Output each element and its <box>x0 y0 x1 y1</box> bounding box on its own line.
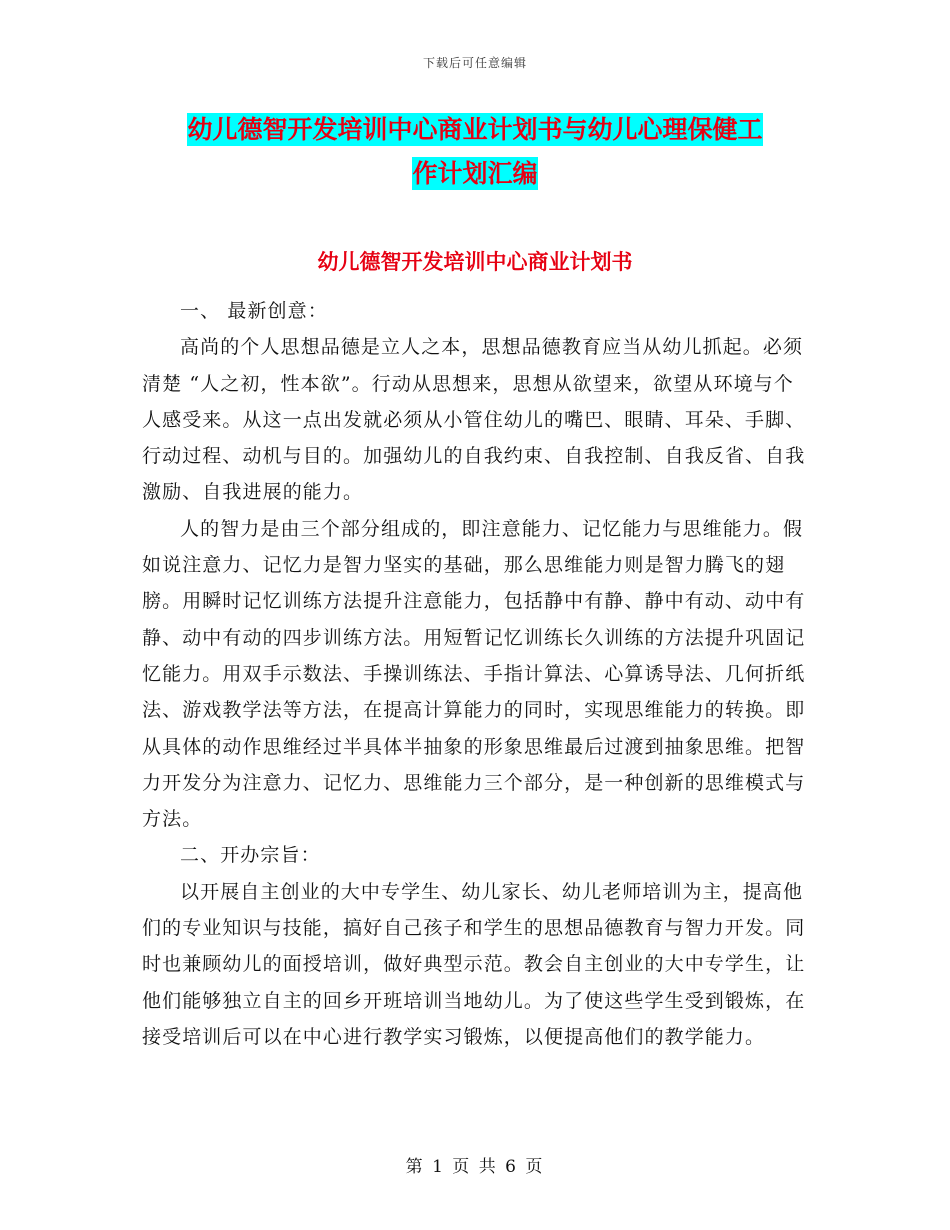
heading-purpose: 二、开办宗旨： <box>180 844 321 867</box>
header-note: 下载后可任意编辑 <box>422 56 527 70</box>
paragraph: 高尚的个人思想品德是立人之本，思想品德教育应当从幼儿抓起。必须清楚 “人之初，性本欲”。行动从思想来，思想从欲望来，欲望从环境与个人感受来。从这一点出发就必须从小管住幼儿的嘴巴、眼睛、耳朵、手脚、行动过程、动机与目的。加强幼儿的自我约束、自我控制、自我反省、自我激励、自我进展的能力。 <box>142 336 806 504</box>
section-title: 幼儿德智开发培训中心商业计划书 <box>317 250 633 274</box>
document-title <box>150 108 800 196</box>
document-title-line-2: 作计划汇编 <box>412 159 538 188</box>
paragraph: 人的智力是由三个部分组成的，即注意能力、记忆能力与思维能力。假如说注意力、记忆力是智力坚实的基础，那么思维能力则是智力腾飞的翅膀。用瞬时记忆训练方法提升注意能力，包括静中有静、静中有动、动中有静、动中有动的四步训练方法。用短暂记忆训练长久训练的方法提升巩固记忆能力。用双手示数法、手操训练法、手指计算法、心算诱导法、几何折纸法、游戏教学法等方法，在提高计算能力的同时，实现思维能力的转换。即从具体的动作思维经过半具体半抽象的形象思维最后过渡到抽象思维。把智力开发分为注意力、记忆力、思维能力三个部分，是一种创新的思维模式与方法。 <box>142 517 806 831</box>
document-title-line-1: 幼儿德智开发培训中心商业计划书与幼儿心理保健工 <box>187 115 763 144</box>
page-footer: 第 1 页 共 6 页 <box>405 1157 545 1177</box>
paragraph: 以开展自主创业的大中专学生、幼儿家长、幼儿老师培训为主，提高他们的专业知识与技能，搞好自己孩子和学生的思想品德教育与智力开发。同时也兼顾幼儿的面授培训，做好典型示范。教会自主创业的大中专学生，让他们能够独立自主的回乡开班培训当地幼儿。为了使这些学生受到锻炼，在接受培训后可以在中心进行教学实习锻炼，以便提高他们的教学能力。 <box>142 880 806 1048</box>
heading-innovation: 一、 最新创意： <box>180 300 328 322</box>
document-body <box>142 293 808 1055</box>
